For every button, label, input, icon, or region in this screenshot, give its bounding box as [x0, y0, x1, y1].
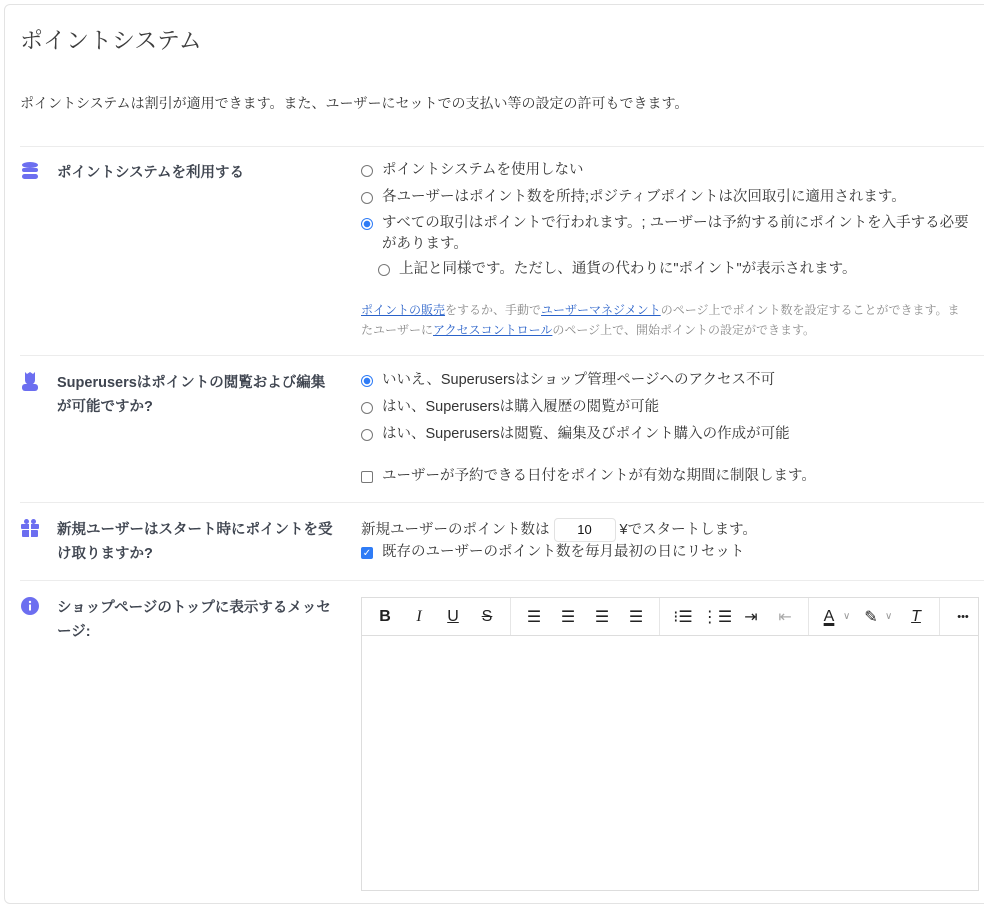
more-button[interactable]: ••• — [957, 610, 969, 623]
chevron-down-icon[interactable]: ∨ — [843, 611, 851, 622]
starting-points-input[interactable]: 10 — [554, 518, 616, 542]
editor-toolbar — [362, 598, 978, 636]
radio-selected[interactable] — [361, 375, 373, 387]
align-left-icon[interactable]: ☰ — [526, 608, 542, 626]
align-center-icon[interactable]: ☰ — [560, 608, 576, 626]
italic-button[interactable]: I — [416, 607, 422, 625]
help-text: のページ上で、開始ポイントの設定ができます。 — [552, 323, 815, 337]
page-description: ポイントシステムは割引が適用できます。また、ユーザーにセットでの支払い等の設定の許可もできます。 — [20, 95, 689, 111]
superuser-icon — [20, 371, 40, 391]
suffix-text: ¥でスタートします。 — [619, 522, 757, 538]
radio[interactable] — [361, 165, 373, 177]
radio[interactable] — [361, 429, 373, 441]
divider — [20, 355, 984, 356]
monthly-reset-checkbox[interactable] — [361, 542, 971, 563]
clear-format-icon[interactable]: T — [911, 607, 921, 625]
starting-points-row — [361, 518, 971, 542]
use-points-label: ポイントシステムを利用する — [57, 165, 245, 181]
bullet-list-icon[interactable]: ⁝☰ — [673, 608, 693, 626]
editor-content[interactable] — [362, 636, 978, 656]
restrict-dates-checkbox[interactable] — [361, 466, 971, 487]
align-justify-icon[interactable]: ☰ — [628, 608, 644, 626]
help-text: をするか、手動で — [445, 303, 542, 317]
radio[interactable] — [361, 192, 373, 204]
superuser-option-1[interactable] — [361, 397, 971, 418]
option-label: すべての取引はポイントで行われます。; ユーザーは予約する前にポイントを入手する必要があります。 — [382, 215, 969, 252]
option-label: 上記と同様です。ただし、通貨の代わりに"ポイント"が表示されます。 — [399, 261, 857, 277]
divider — [20, 580, 984, 581]
new-users-label: 新規ユーザーはスタート時にポイントを受け取りますか? — [57, 522, 333, 562]
superuser-option-2[interactable] — [361, 424, 971, 445]
rich-text-editor[interactable] — [361, 597, 979, 891]
bold-button[interactable]: B — [379, 607, 391, 625]
superusers-label: Superusersはポイントの閲覧および編集が可能ですか? — [57, 375, 326, 415]
strikethrough-button[interactable]: S — [481, 607, 493, 625]
indent-icon[interactable]: ⇥ — [744, 608, 758, 626]
highlight-icon[interactable]: ✎ — [864, 608, 878, 626]
radio[interactable] — [378, 264, 390, 276]
use-help-text — [361, 300, 971, 340]
checkbox-label: 既存のユーザーのポイント数を毎月最初の日にリセット — [382, 544, 745, 560]
outdent-icon[interactable]: ⇤ — [778, 608, 792, 626]
align-right-icon[interactable]: ☰ — [594, 608, 610, 626]
use-option-3[interactable] — [378, 259, 968, 280]
use-option-0[interactable] — [361, 160, 971, 181]
prefix-text: 新規ユーザーのポイント数は — [361, 522, 550, 538]
text-color-icon[interactable]: A — [823, 607, 835, 625]
page-title: ポイントシステム — [20, 27, 202, 53]
radio[interactable] — [361, 402, 373, 414]
user-management-link[interactable]: ユーザーマネジメント — [541, 303, 661, 317]
use-option-2[interactable] — [361, 213, 971, 255]
option-label: いいえ、Superusersはショップ管理ページへのアクセス不可 — [382, 372, 776, 388]
gift-icon — [20, 518, 40, 538]
use-option-1[interactable] — [361, 187, 971, 208]
point-sales-link[interactable]: ポイントの販売 — [361, 303, 446, 317]
numbered-list-icon[interactable]: ⋮☰ — [701, 608, 733, 626]
option-label: ポイントシステムを使用しない — [382, 162, 584, 178]
coins-icon — [20, 161, 40, 181]
underline-button[interactable]: U — [447, 607, 459, 625]
option-label: 各ユーザーはポイント数を所持;ポジティブポイントは次回取引に適用されます。 — [382, 189, 906, 205]
checkbox[interactable] — [361, 471, 373, 483]
divider — [20, 146, 984, 147]
access-control-link[interactable]: アクセスコントロール — [433, 323, 553, 337]
option-label: はい、Superusersは購入履歴の閲覧が可能 — [382, 399, 660, 415]
shop-message-label: ショップページのトップに表示するメッセージ: — [57, 600, 331, 640]
radio-selected[interactable] — [361, 218, 373, 230]
chevron-down-icon[interactable]: ∨ — [885, 611, 893, 622]
divider — [20, 502, 984, 503]
superuser-option-0[interactable] — [361, 370, 971, 391]
checkbox-label: ユーザーが予約できる日付をポイントが有効な期間に制限します。 — [382, 468, 816, 484]
option-label: はい、Superusersは閲覧、編集及びポイント購入の作成が可能 — [382, 426, 790, 442]
help-text: のページ上でポイント数を設定することができます。またユーザーに — [361, 303, 960, 337]
checkbox-checked[interactable]: ✓ — [362, 548, 372, 559]
info-icon — [20, 596, 40, 616]
